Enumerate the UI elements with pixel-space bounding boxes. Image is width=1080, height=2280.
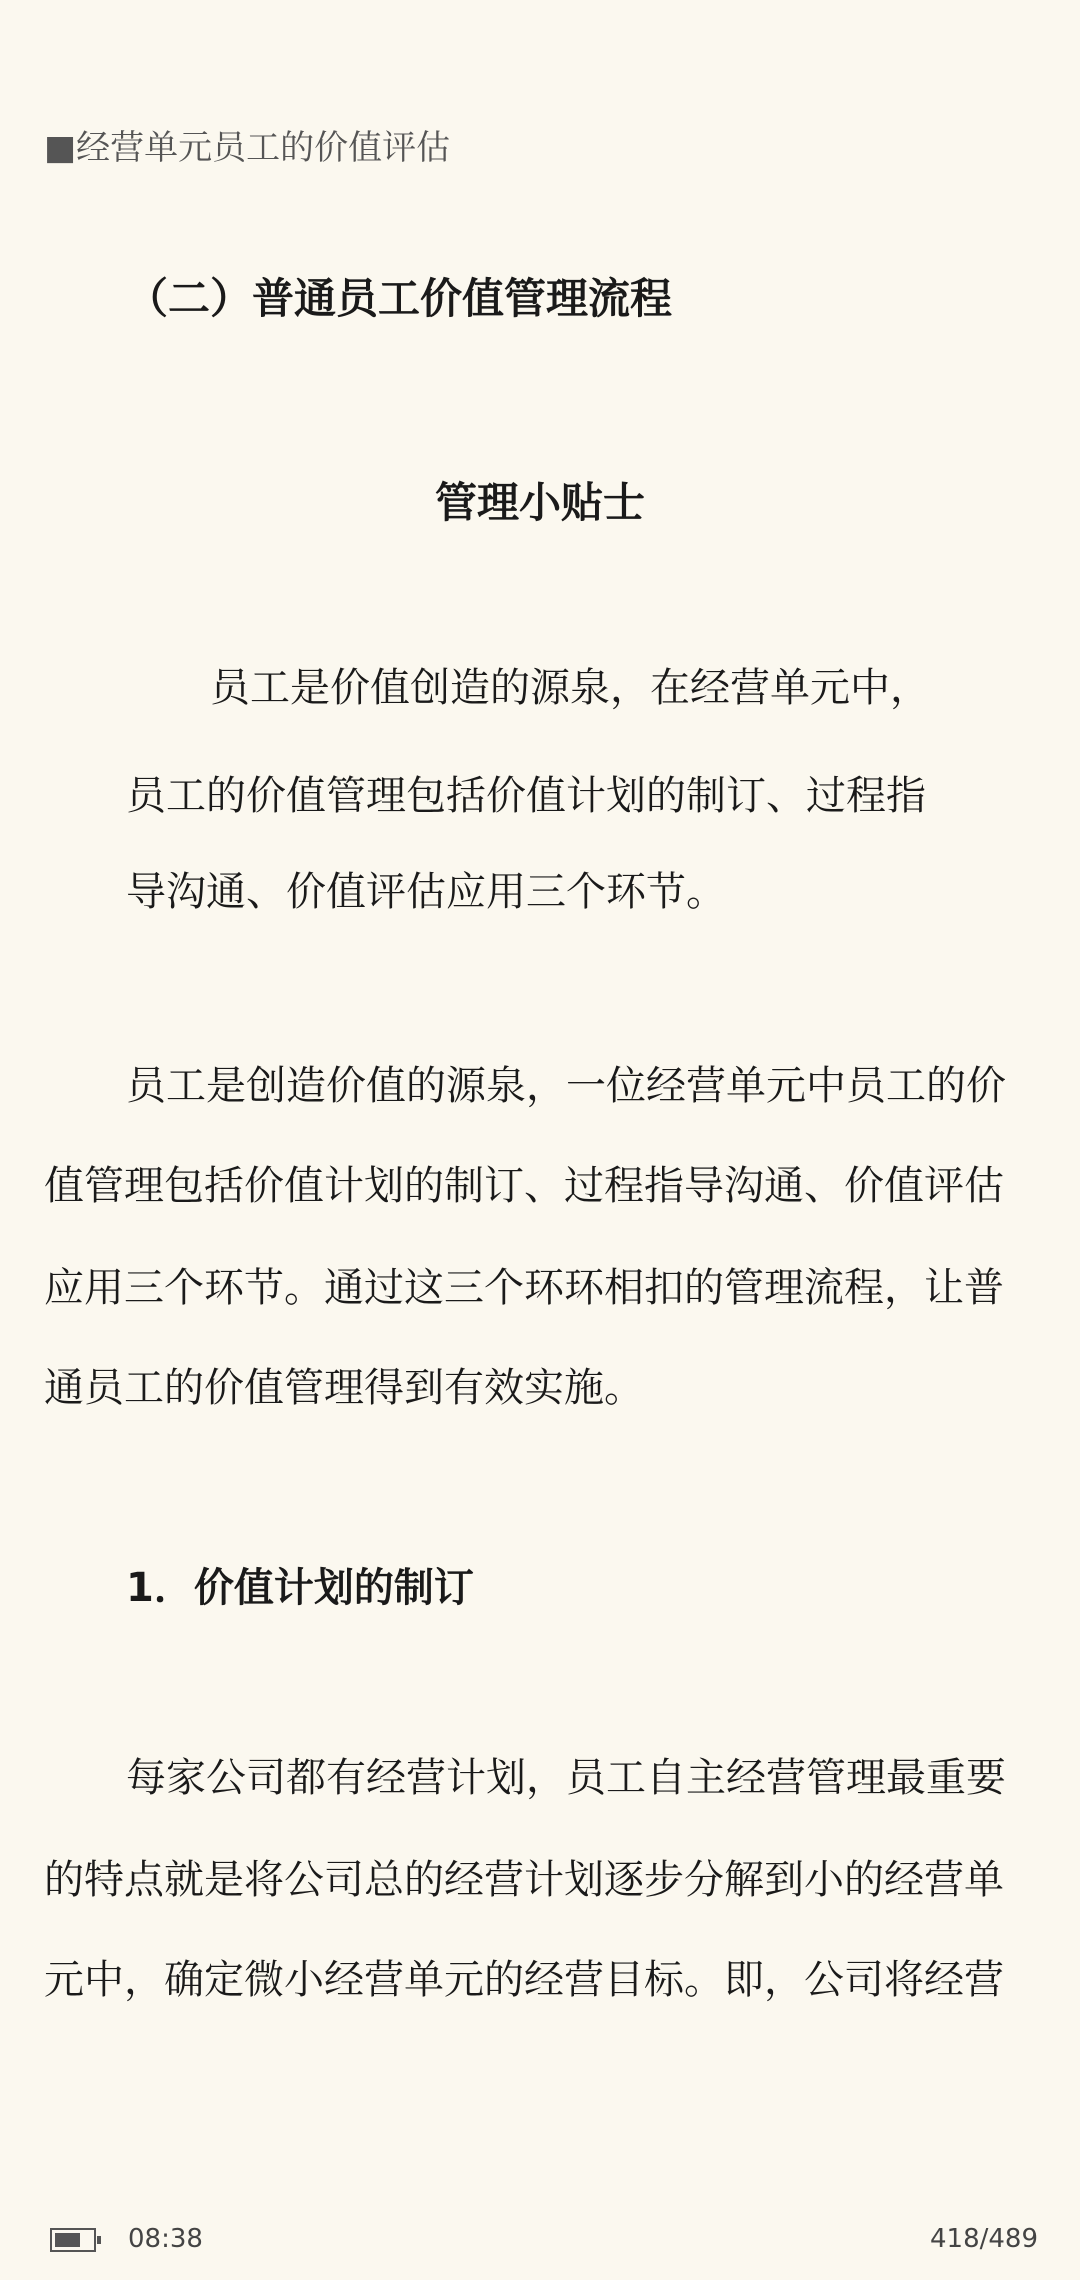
tip-title: 管理小贴士 <box>434 478 645 527</box>
battery-icon <box>50 2228 96 2252</box>
tip-line: 员工是价值创造的源泉，在经营单元中， <box>210 665 930 711</box>
status-bar <box>0 2210 1080 2280</box>
section-title: （二）普通员工价值管理流程 <box>126 274 673 323</box>
paragraph-line: 员工是创造价值的源泉，一位经营单元中员工的价 <box>126 1063 1006 1109</box>
paragraph-line: 每家公司都有经营计划，员工自主经营管理最重要 <box>126 1755 1006 1801</box>
subheading: 1．价值计划的制订 <box>126 1565 474 1611</box>
page-number: 418/489 <box>929 2224 1038 2254</box>
chapter-header: ■经营单元员工的价值评估 <box>44 128 451 168</box>
clock: 08:38 <box>128 2224 203 2254</box>
paragraph-line: 通员工的价值管理得到有效实施。 <box>44 1365 644 1411</box>
battery-tip <box>97 2236 101 2244</box>
battery-fill <box>55 2233 80 2247</box>
paragraph-line: 应用三个环节。通过这三个环环相扣的管理流程，让普 <box>44 1265 1004 1311</box>
tip-line: 导沟通、价值评估应用三个环节。 <box>126 869 726 915</box>
paragraph-line: 元中，确定微小经营单元的经营目标。即，公司将经营 <box>44 1957 1004 2003</box>
paragraph-line: 值管理包括价值计划的制订、过程指导沟通、价值评估 <box>44 1163 1004 1209</box>
paragraph-line: 的特点就是将公司总的经营计划逐步分解到小的经营单 <box>44 1857 1004 1903</box>
tip-line: 员工的价值管理包括价值计划的制订、过程指 <box>126 773 926 819</box>
